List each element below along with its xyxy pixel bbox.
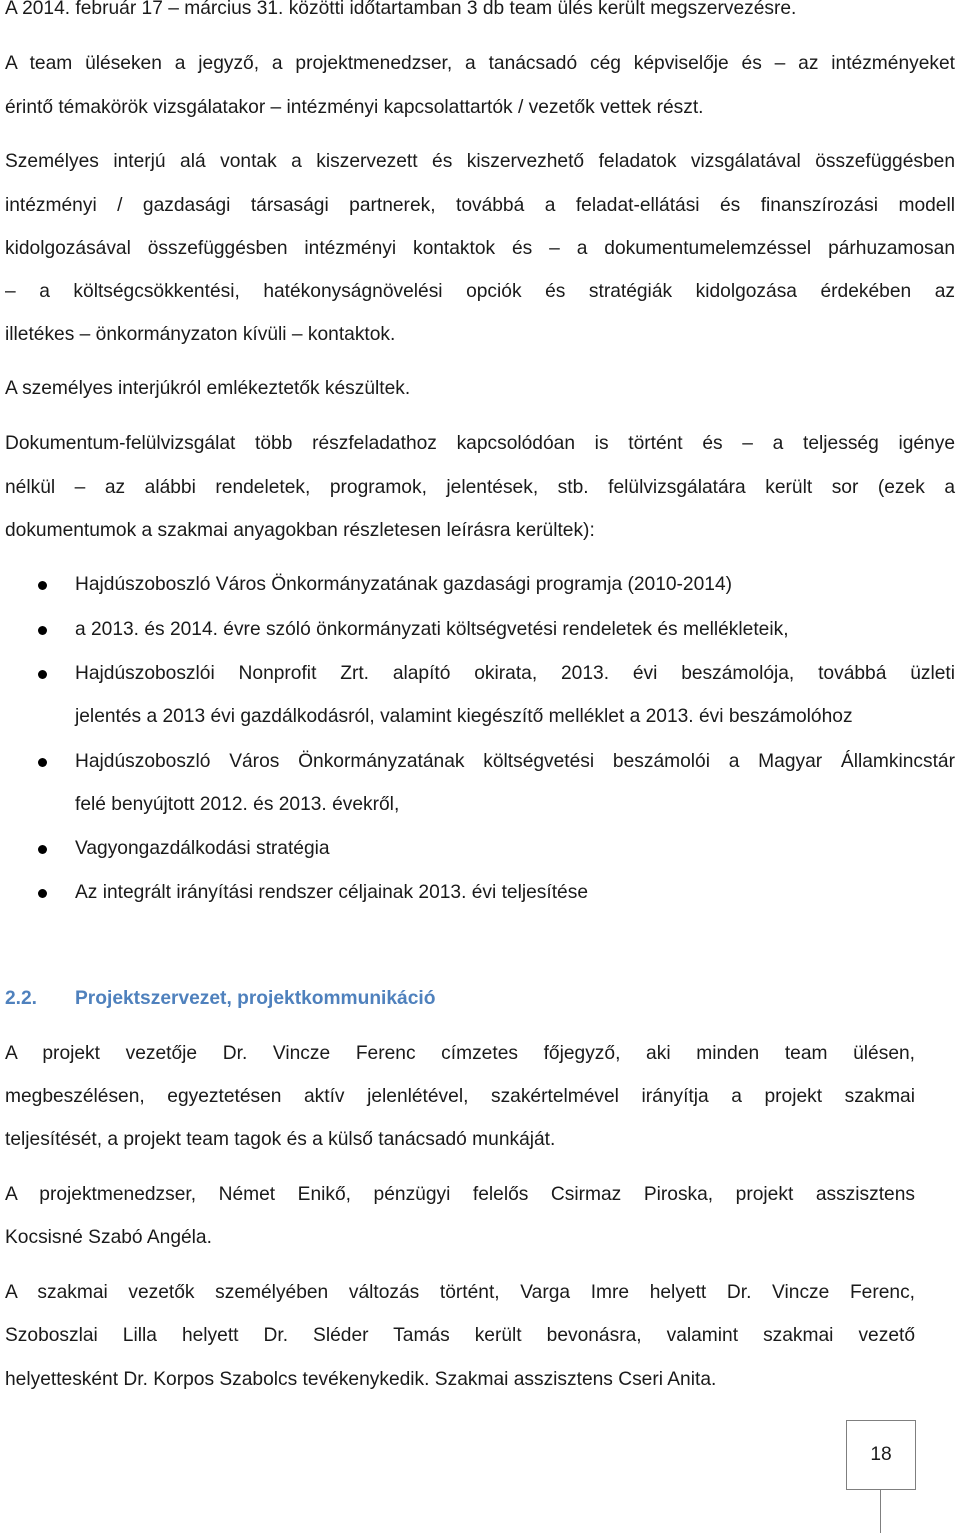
page-number-connector	[880, 1489, 881, 1533]
section-number: 2.2.	[5, 988, 38, 1009]
bullet-icon	[38, 845, 47, 854]
paragraph-line: Szoboszlai Lilla helyett Dr. Sléder Tamás került bevonásra, valamint szakmai vezető	[5, 1325, 915, 1346]
page-number: 18	[870, 1444, 892, 1465]
paragraph-line: Dokumentum-felülvizsgálat több részfeladathoz kapcsolódóan is történt és – a teljesség igénye	[5, 433, 955, 454]
bullet-icon	[38, 889, 47, 898]
paragraph-line: – a költségcsökkentési, hatékonyságnövelési opciók és stratégiák kidolgozása érdekében az	[5, 281, 955, 302]
paragraph-line: kidolgozásával összefüggésben intézményi kontaktok és – a dokumentumelemzéssel párhuzamosan	[5, 238, 955, 259]
bullet-icon	[38, 626, 47, 635]
bullet-icon	[38, 581, 47, 590]
list-item-continuation: felé benyújtott 2012. és 2013. évekről,	[75, 794, 400, 815]
paragraph-line: megbeszélésen, egyeztetésen aktív jelenlétével, szakértelmével irányítja a projekt szakmai	[5, 1086, 915, 1107]
page-number-box	[846, 1420, 916, 1490]
list-item-continuation: jelentés a 2013 évi gazdálkodásról, valamint kiegészítő melléklet a 2013. évi beszámolóhoz	[75, 706, 853, 727]
bullet-icon	[38, 670, 47, 679]
paragraph-line: A szakmai vezetők személyében változás történt, Varga Imre helyett Dr. Vincze Ferenc,	[5, 1282, 915, 1303]
list-item: Hajdúszoboszló Város Önkormányzatának költségvetési beszámolói a Magyar Államkincstár	[75, 751, 955, 772]
paragraph-line: Személyes interjú alá vontak a kiszervezett és kiszervezhető feladatok vizsgálatával összefüggésben	[5, 151, 955, 172]
paragraph-line: A projektmenedzser, Német Enikő, pénzügyi felelős Csirmaz Piroska, projekt asszisztens	[5, 1184, 915, 1205]
section-title: Projektszervezet, projektkommunikáció	[75, 988, 436, 1009]
paragraph-line: A team üléseken a jegyző, a projektmenedzser, a tanácsadó cég képviselője és – az intézményeket	[5, 53, 955, 74]
bullet-icon	[38, 758, 47, 767]
paragraph-line: érintő témakörök vizsgálatakor – intézményi kapcsolattartók / vezetők vettek részt.	[5, 97, 704, 118]
list-item: Vagyongazdálkodási stratégia	[75, 838, 330, 859]
paragraph-line: nélkül – az alábbi rendeletek, programok, jelentések, stb. felülvizsgálatára került sor (ezek a	[5, 477, 955, 498]
list-item: a 2013. és 2014. évre szóló önkormányzati költségvetési rendeletek és mellékleteik,	[75, 619, 789, 640]
paragraph-line: dokumentumok a szakmai anyagokban részletesen leírásra kerültek):	[5, 520, 595, 541]
paragraph-line: A személyes interjúkról emlékeztetők készültek.	[5, 378, 411, 399]
paragraph-line: Kocsisné Szabó Angéla.	[5, 1227, 212, 1248]
paragraph-line: illetékes – önkormányzaton kívüli – kontaktok.	[5, 324, 396, 345]
paragraph-line: teljesítését, a projekt team tagok és a külső tanácsadó munkáját.	[5, 1129, 556, 1150]
list-item: Az integrált irányítási rendszer céljainak 2013. évi teljesítése	[75, 882, 588, 903]
paragraph-line: A 2014. február 17 – március 31. közötti időtartamban 3 db team ülés került megszervezésre.	[5, 0, 797, 19]
paragraph-line: helyettesként Dr. Korpos Szabolcs tevékenykedik. Szakmai asszisztens Cseri Anita.	[5, 1369, 717, 1390]
paragraph-line: A projekt vezetője Dr. Vincze Ferenc címzetes főjegyző, aki minden team ülésen,	[5, 1043, 915, 1064]
list-item: Hajdúszoboszló Város Önkormányzatának gazdasági programja (2010-2014)	[75, 574, 733, 595]
list-item: Hajdúszoboszlói Nonprofit Zrt. alapító okirata, 2013. évi beszámolója, továbbá üzleti	[75, 663, 955, 684]
paragraph-line: intézményi / gazdasági társasági partnerek, továbbá a feladat-ellátási és finanszírozási modell	[5, 195, 955, 216]
